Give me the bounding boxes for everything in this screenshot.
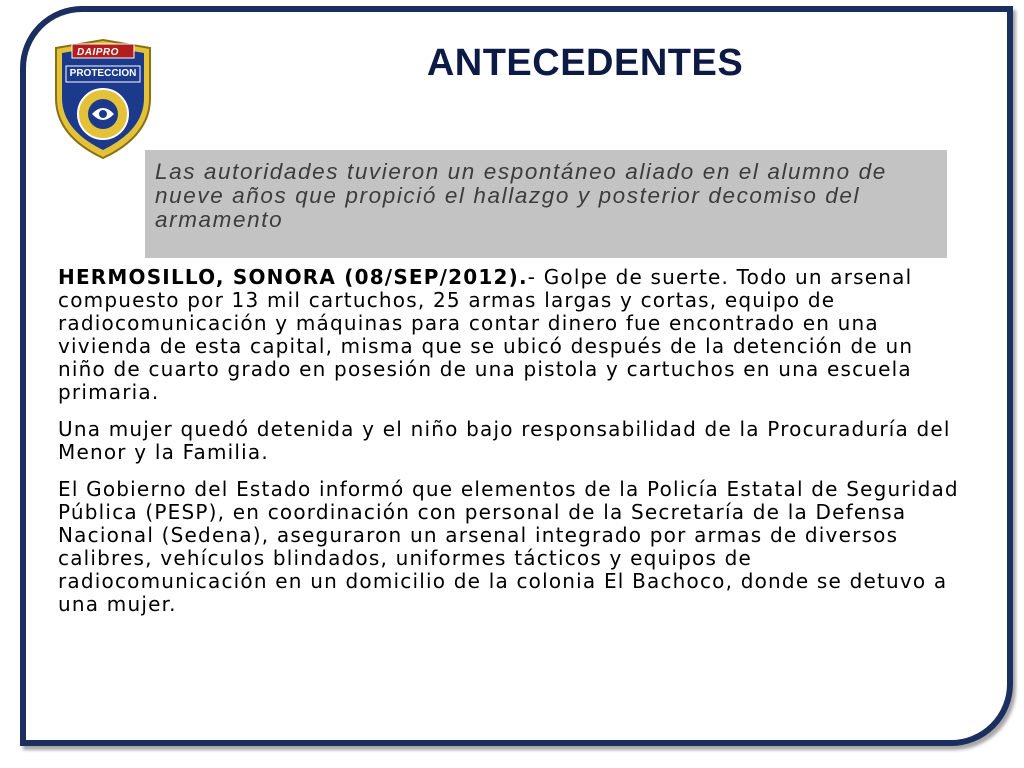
article-paragraph-2: Una mujer quedó detenida y el niño bajo responsabilidad de la Procuraduría del Menor y la Familia. (58, 417, 951, 464)
security-badge-logo (50, 38, 156, 160)
quote-box (145, 150, 947, 258)
article-paragraph-1-text: - Golpe de suerte. Todo un arsenal compuesto por 13 mil cartuchos, 25 armas largas y cortas, equipo de radiocomunicación y máquinas para contar dinero fue encontrado en una vivienda de esta capital, misma que se ubicó después de la detención de un niño de cuarto grado en posesión de una pistola y cartuchos en una escuela primaria. (58, 265, 914, 404)
article-paragraph-3: El Gobierno del Estado informó que elementos de la Policía Estatal de Seguridad Pública (PESP), en coordinación con personal de la Secretaría de la Defensa Nacional (Sedena), aseguraron un arsenal integrado por armas de diversos calibres, vehículos blindados, uniformes tácticos y equipos de radiocomunicación en un domicilio de la colonia El Bachoco, donde se detuvo a una mujer. (58, 477, 959, 616)
article-body (58, 266, 963, 630)
article-paragraph-1 (58, 266, 963, 404)
badge-brand-text: DAIPRO (77, 47, 119, 58)
badge-protection-text: PROTECCION (69, 68, 137, 79)
quote-text: Las autoridades tuvieron un espontáneo aliado en el alumno de nueve años que propició el hallazgo y posterior decomiso del armamento (155, 159, 887, 232)
article-dateline: HERMOSILLO, SONORA (08/SEP/2012). (58, 265, 528, 289)
slide-title: ANTECEDENTES (426, 42, 744, 84)
